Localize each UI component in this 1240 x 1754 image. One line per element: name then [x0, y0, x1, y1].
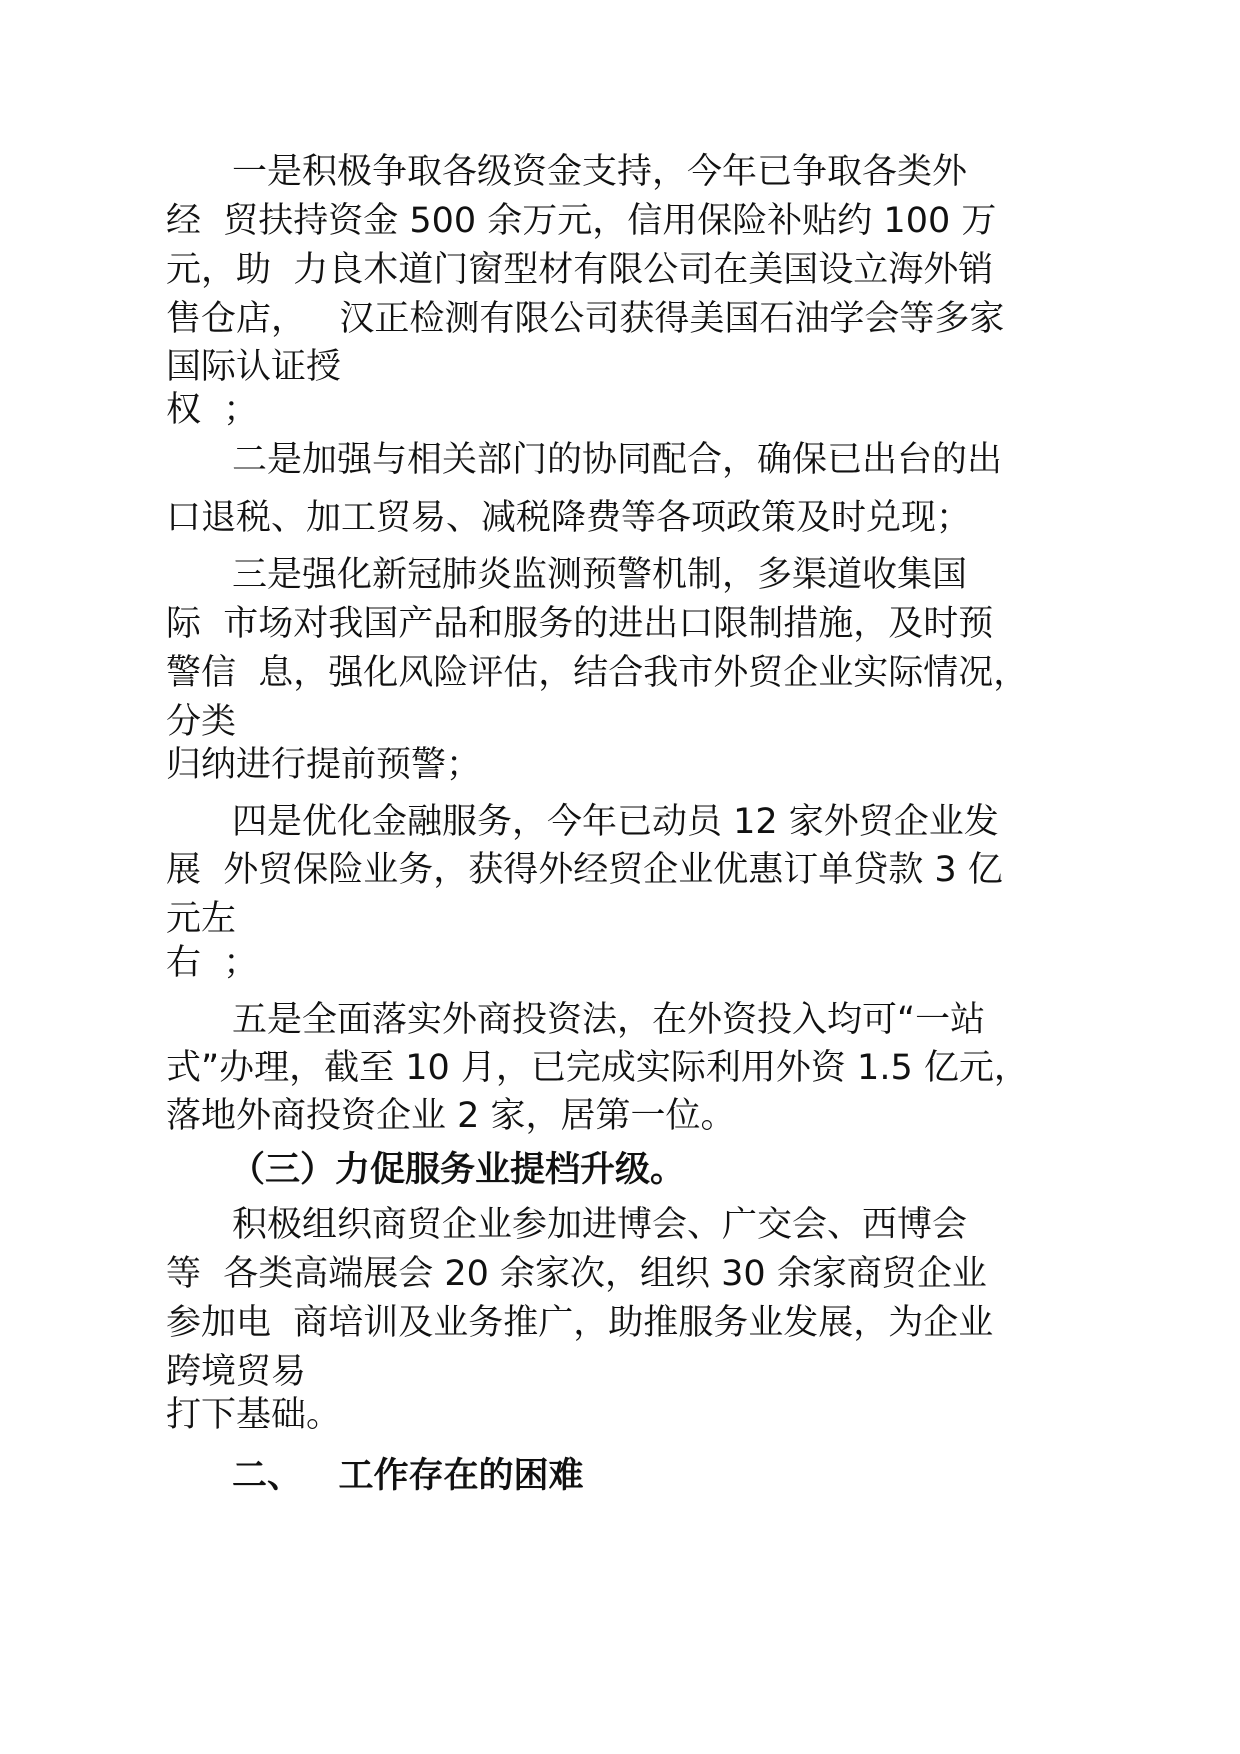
text-line: 归纳进行提前预警；: [166, 745, 482, 785]
text-line: 口退税、加工贸易、减税降费等各项政策及时兑现；: [166, 498, 972, 538]
text-line: 积极组织商贸企业参加进博会、广交会、西博会: [232, 1205, 968, 1245]
text-line: 售仓店， 汉正检测有限公司获得美国石油学会等多家: [166, 299, 1005, 339]
text-line: 一是积极争取各级资金支持，今年已争取各类外: [232, 152, 968, 192]
text-line: 打下基础。: [166, 1395, 342, 1435]
text-line: 五是全面落实外商投资法，在外资投入均可“一站: [232, 1000, 986, 1040]
text-line: 权 ；: [166, 390, 259, 430]
text-line: 落地外商投资企业 2 家，居第一位。: [166, 1096, 736, 1136]
text-line: 等 各类高端展会 20 余家次，组织 30 余家商贸企业: [166, 1254, 987, 1294]
text-line: 警信 息，强化风险评估，结合我市外贸企业实际情况，: [166, 653, 1029, 693]
text-line: 参加电 商培训及业务推广，助推服务业发展，为企业: [166, 1303, 994, 1343]
text-line: 元左: [166, 899, 237, 939]
text-line: 式”办理，截至 10 月，已完成实际利用外资 1.5 亿元，: [166, 1048, 1029, 1088]
text-line: 际 市场对我国产品和服务的进出口限制措施，及时预: [166, 604, 994, 644]
text-line: 国际认证授: [166, 347, 342, 387]
text-line: 分类: [166, 702, 237, 742]
text-line: 展 外贸保险业务，获得外经贸企业优惠订单贷款 3 亿: [166, 850, 1003, 890]
text-line: 跨境贸易: [166, 1352, 307, 1392]
text-line: 四是优化金融服务，今年已动员 12 家外贸企业发: [232, 802, 999, 842]
text-line: 经 贸扶持资金 500 余万元，信用保险补贴约 100 万: [166, 201, 997, 241]
text-line: 二是加强与相关部门的协同配合，确保已出台的出: [232, 440, 1003, 480]
subsection-heading: （三）力促服务业提档升级。: [230, 1150, 686, 1190]
text-line: 右 ；: [166, 943, 259, 983]
text-line: 三是强化新冠肺炎监测预警机制，多渠道收集国: [232, 555, 968, 595]
text-line: 元，助 力良木道门窗型材有限公司在美国设立海外销: [166, 250, 994, 290]
section-heading: 二、 工作存在的困难: [232, 1456, 584, 1496]
